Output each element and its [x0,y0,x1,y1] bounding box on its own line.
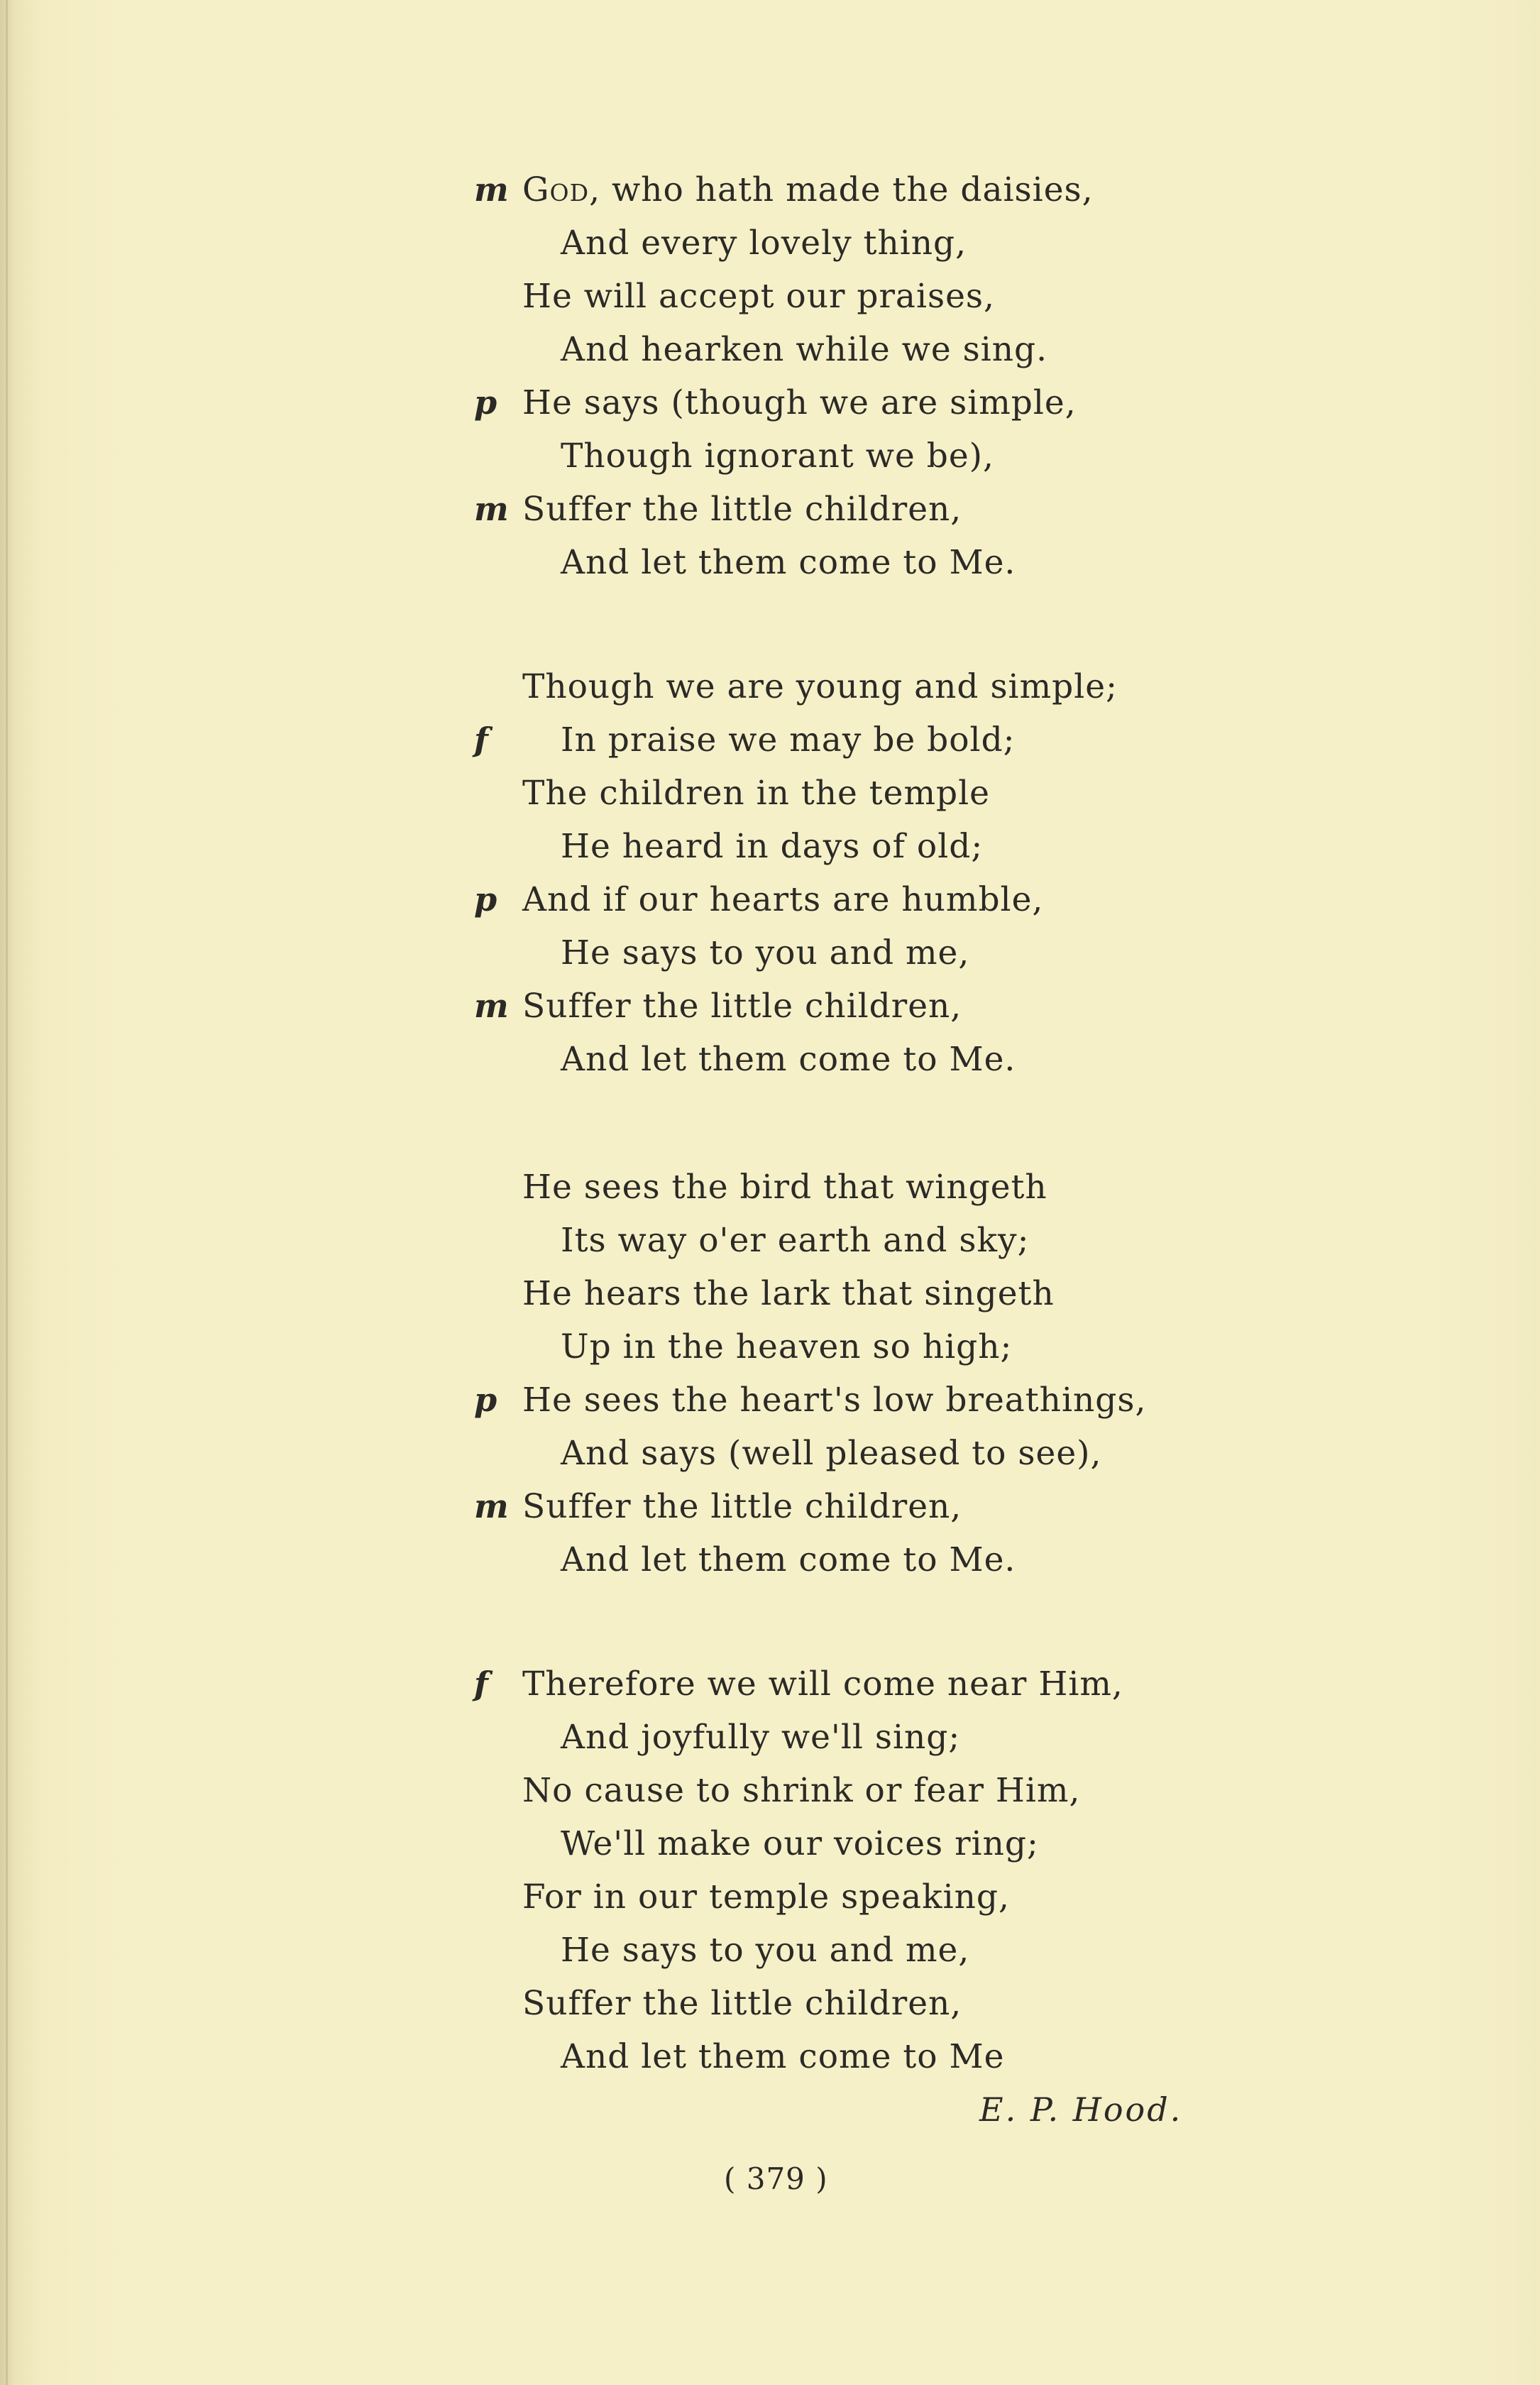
line-words: Suffer the little children, [522,1487,962,1526]
line-text [522,1977,962,2030]
dynamic-marking: p [474,880,498,919]
line-words: Therefore we will come near Him, [522,1665,1123,1704]
line-text [522,1870,1010,1924]
line-text [561,1711,960,1764]
poem-line [0,1161,1540,1214]
line-words: And if our hearts are humble, [522,880,1044,919]
poem-line [0,1924,1540,1977]
page-number: ( 379 ) [724,2161,828,2196]
poem-line [0,2030,1540,2083]
poem-line [0,1870,1540,1924]
line-words: And let them come to Me. [561,1540,1016,1579]
author-attribution: E. P. Hood. [979,2090,1183,2129]
poem-line [0,1533,1540,1586]
line-text [522,1374,1146,1427]
line-words: He says (though we are simple, [522,383,1077,422]
line-text [561,429,994,483]
stanza [0,1161,1540,1586]
line-words: Suffer the little children, [522,490,962,529]
line-words: Suffer the little children, [522,1984,962,2023]
poem-line [0,713,1540,767]
poem-line [0,1427,1540,1480]
line-text [561,1817,1039,1870]
line-text [561,323,1047,376]
poem-line [0,1320,1540,1374]
poem-line [0,216,1540,270]
poem-line [0,926,1540,980]
line-text [561,1533,1016,1586]
small-caps-word: God [522,170,590,209]
line-words: Up in the heaven so high; [561,1327,1013,1366]
poem-line [0,1817,1540,1870]
line-text [561,820,983,873]
dynamic-marking: p [474,383,498,422]
line-words: And joyfully we'll sing; [561,1718,961,1757]
dynamic-marking: m [474,490,510,528]
poem-line [0,163,1540,216]
poem-line [0,873,1540,926]
poem-line [0,536,1540,589]
line-text [522,483,962,536]
line-text [522,980,962,1033]
line-text [522,1764,1080,1817]
line-text [561,536,1016,589]
stanza [0,660,1540,1086]
line-words: And hearken while we sing. [561,330,1048,369]
poem-line [0,820,1540,873]
line-words: No cause to shrink or fear Him, [522,1771,1081,1810]
line-words: In praise we may be bold; [561,720,1016,760]
line-text [522,1267,1055,1320]
line-words: He heard in days of old; [561,827,984,866]
line-text [522,376,1077,429]
line-words: And says (well pleased to see), [561,1434,1102,1473]
line-words: Though ignorant we be), [561,437,994,476]
line-text [522,767,990,820]
line-text [561,216,967,270]
line-text [561,1924,969,1977]
line-text [561,926,969,980]
line-words: He will accept our praises, [522,277,995,316]
dynamic-marking: f [474,720,489,759]
poem-line [0,483,1540,536]
poem-line [0,1267,1540,1320]
line-words: He sees the bird that wingeth [522,1168,1047,1207]
poem-line [0,1214,1540,1267]
line-text [522,1480,962,1533]
stanza [0,163,1540,589]
line-words: Its way o'er earth and sky; [561,1221,1030,1260]
line-words: He says to you and me, [561,1931,970,1970]
line-text [561,713,1016,767]
dynamic-marking: m [474,170,510,209]
poem-line [0,1033,1540,1086]
poem-line [0,1657,1540,1711]
line-words: The children in the temple [522,774,990,813]
line-text [561,2030,1004,2083]
line-words: And let them come to Me [561,2037,1005,2076]
poem-line [0,1977,1540,2030]
poem-line [0,660,1540,713]
line-words: And let them come to Me. [561,543,1016,582]
line-text [561,1320,1012,1374]
line-text [522,1657,1123,1711]
poem-line [0,1764,1540,1817]
line-text [561,1214,1029,1267]
line-words: And let them come to Me. [561,1040,1016,1079]
line-text [522,163,1094,216]
poem-line [0,1374,1540,1427]
line-words: He says to you and me, [561,933,970,972]
poem-line [0,1711,1540,1764]
line-words: And every lovely thing, [561,224,967,263]
dynamic-marking: p [474,1381,498,1419]
line-words: Suffer the little children, [522,987,962,1026]
poem-line [0,270,1540,323]
poem-line [0,429,1540,483]
poem-line [0,376,1540,429]
dynamic-marking: f [474,1665,489,1703]
line-text [522,873,1043,926]
dynamic-marking: m [474,1487,510,1525]
line-words: He hears the lark that singeth [522,1274,1055,1313]
stanza [0,1657,1540,2083]
line-words: Though we are young and simple; [522,667,1118,706]
line-text [561,1033,1016,1086]
poem-line [0,767,1540,820]
line-text [522,660,1118,713]
poem-line [0,323,1540,376]
line-text [522,1161,1047,1214]
line-words: We'll make our voices ring; [561,1824,1039,1863]
line-words: He sees the heart's low breathings, [522,1381,1147,1420]
line-text [561,1427,1101,1480]
line-words: For in our temple speaking, [522,1877,1010,1917]
dynamic-marking: m [474,987,510,1025]
poem-line [0,980,1540,1033]
poem-line [0,1480,1540,1533]
line-text [522,270,995,323]
line-words: , who hath made the daisies, [589,170,1094,209]
